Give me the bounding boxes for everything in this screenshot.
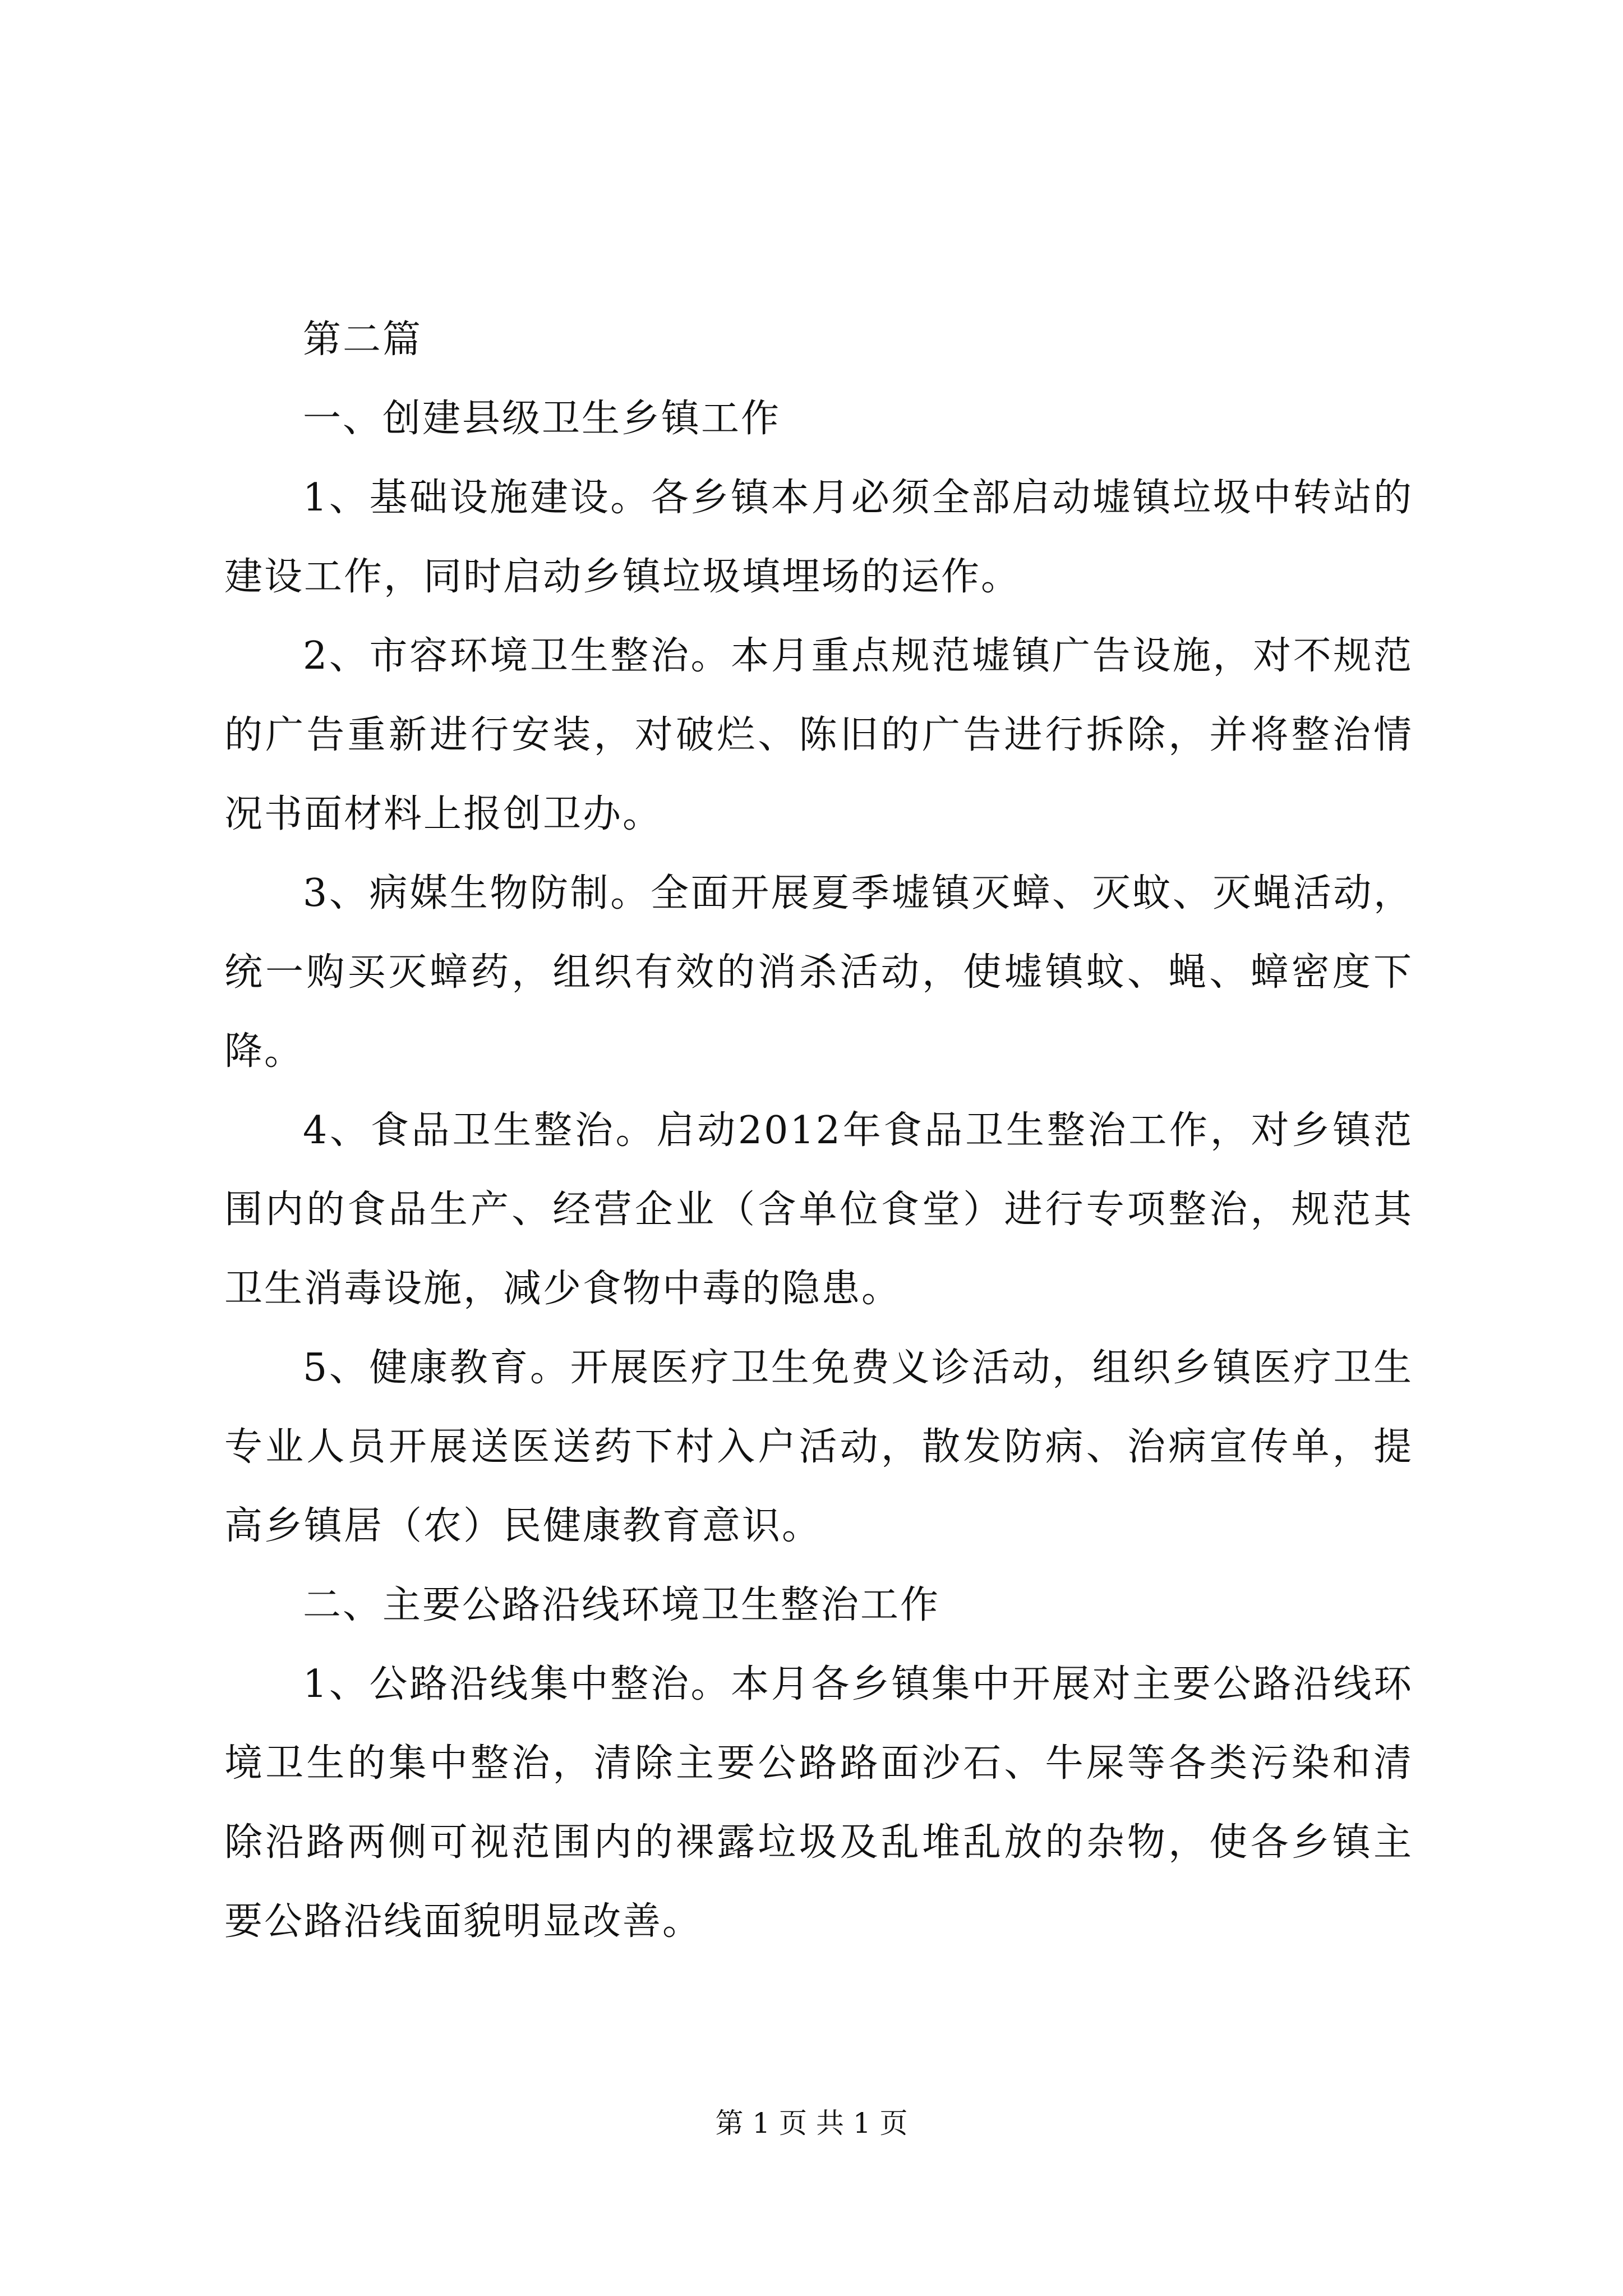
- paragraph-infrastructure: 1、基础设施建设。各乡镇本月必须全部启动墟镇垃圾中转站的建设工作，同时启动乡镇垃圾填埋场的运作。: [224, 476, 1413, 599]
- paragraph-health-education: 5、健康教育。开展医疗卫生免费义诊活动，组织乡镇医疗卫生专业人员开展送医送药下村入户活动，散发防病、治病宣传单，提高乡镇居（农）民健康教育意识。: [224, 1346, 1413, 1548]
- paragraph-city-appearance: 2、市容环境卫生整治。本月重点规范墟镇广告设施，对不规范的广告重新进行安装，对破烂、陈旧的广告进行拆除，并将整治情况书面材料上报创卫办。: [224, 634, 1413, 836]
- paragraph-vector-control: 3、病媒生物防制。全面开展夏季墟镇灭蟑、灭蚊、灭蝇活动，统一购买灭蟑药，组织有效的消杀活动，使墟镇蚊、蝇、蟑密度下降。: [224, 871, 1413, 1074]
- section-title: 第二篇: [303, 318, 423, 362]
- paragraph-road-cleanup: 1、公路沿线集中整治。本月各乡镇集中开展对主要公路沿线环境卫生的集中整治，清除主要公路路面沙石、牛屎等各类污染和清除沿路两侧可视范围内的裸露垃圾及乱堆乱放的杂物，使各乡镇主要公路沿线面貌明显改善。: [224, 1662, 1413, 1944]
- document-body: [224, 300, 1413, 1961]
- page-footer: 第 1 页 共 1 页: [715, 2107, 908, 2139]
- paragraph-food-hygiene: 4、食品卫生整治。启动2012年食品卫生整治工作，对乡镇范围内的食品生产、经营企业（含单位食堂）进行专项整治，规范其卫生消毒设施，减少食物中毒的隐患。: [224, 1108, 1413, 1311]
- heading-2: 二、主要公路沿线环境卫生整治工作: [303, 1583, 940, 1627]
- heading-1: 一、创建县级卫生乡镇工作: [303, 397, 781, 441]
